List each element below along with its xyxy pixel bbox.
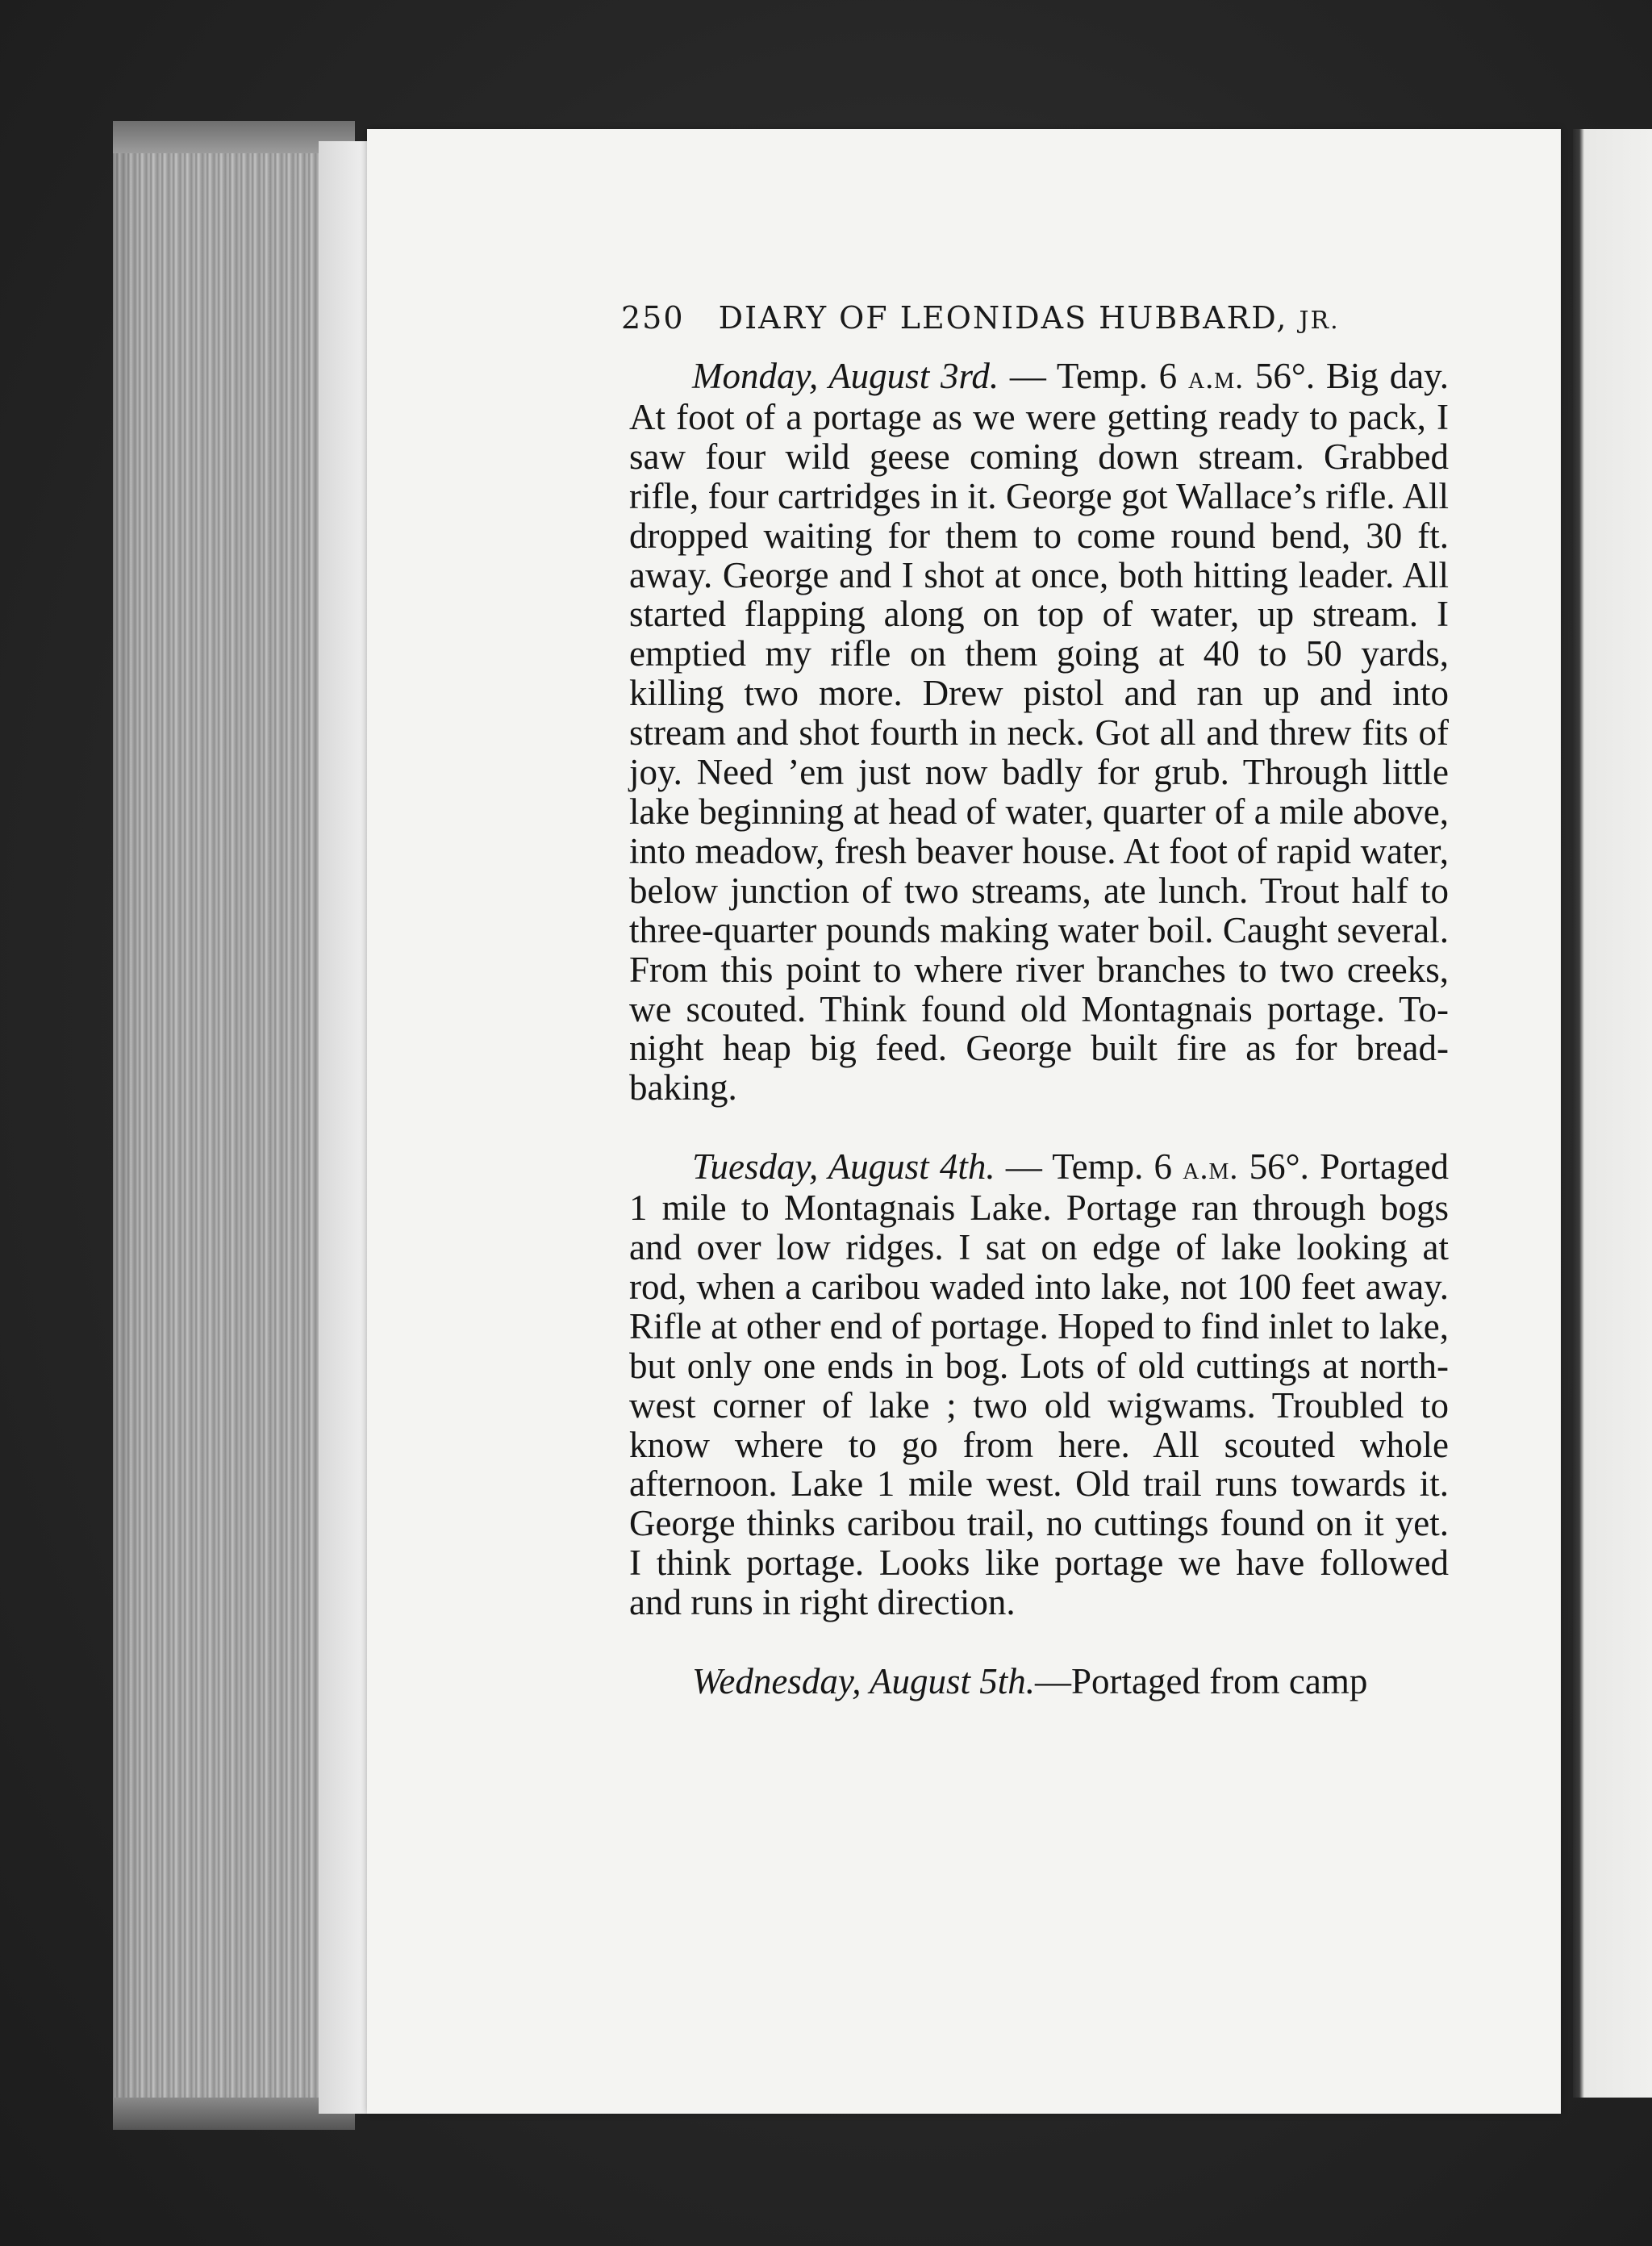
entry-temp-value: 56°. (1254, 356, 1316, 396)
entry-body: —Portaged from camp (1035, 1661, 1368, 1702)
page-body (629, 357, 1449, 1741)
entry-temp-label: — Temp. 6 (1009, 356, 1178, 396)
entry-date: Monday, August 3rd. (692, 356, 999, 396)
page-number: 250 (621, 300, 685, 336)
diary-entry (629, 1662, 1449, 1701)
facing-page-edge (1573, 129, 1652, 2098)
entry-temp-value: 56°. (1249, 1146, 1309, 1188)
entry-temp-time: a.m. (1183, 1150, 1239, 1187)
entry-body: Big day. At foot of a portage as we were getting ready to pack, I saw four wild geese coming down stream. Grabbed rifle, four cartridges in it. George got Wallace’s rifle. All dropped waiting for them to come round bend, 30 ft. away. George and I shot at once, both hitting leader. All started flapping along on top of water, up stream. I emptied my rifle on them going at 40 to 50 yards, killing two more. Drew pistol and ran up and into stream and shot fourth in neck. Got all and threw fits of joy. Need ’em just now badly for grub. Through little lake beginning at head of water, quarter of a mile above, into meadow, fresh beaver house. At foot of rapid water, below junction of two streams, ate lunch. Trout half to three-quarter pounds making water boil. Caught several. From this point to where river branches to two creeks, we scouted. Think found old Montagnais portage. To-night heap big feed. George built fire as for bread-baking. (629, 356, 1450, 1108)
diary-entry (629, 357, 1449, 1108)
diary-entry (629, 1147, 1449, 1622)
entry-date: Tuesday, August 4th. (692, 1146, 995, 1188)
running-head (621, 300, 1395, 336)
entry-temp-label: — Temp. 6 (1005, 1146, 1173, 1188)
entry-body: Portaged 1 mile to Montagnais Lake. Portage ran through bogs and over low ridges. I sat on edge of lake looking at rod, when a caribou waded into lake, not 100 feet away. Rifle at other end of portage. Hoped to find inlet to lake, but only one ends in bog. Lots of old cuttings at north-west corner of lake ; two old wigwams. Troubled to know where to go from here. All scouted whole afternoon. Lake 1 mile west. Old trail runs towards it. George thinks caribou trail, no cuttings found on it yet. I think portage. Looks like portage we have followed and runs in right direction. (629, 1146, 1450, 1623)
entry-temp-time: a.m. (1187, 359, 1245, 395)
running-title-suffix: JR. (1299, 307, 1340, 335)
entry-date: Wednesday, August 5th. (692, 1661, 1035, 1702)
running-title: DIARY OF LEONIDAS HUBBARD, (718, 300, 1288, 336)
